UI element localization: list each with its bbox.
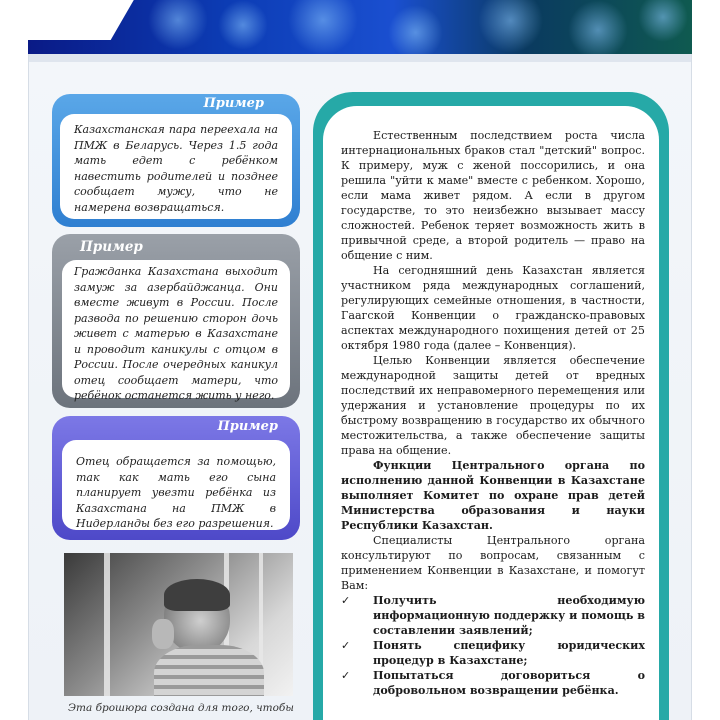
check-icon: ✓ bbox=[341, 669, 351, 682]
bokeh-light bbox=[638, 0, 688, 42]
main-text-panel bbox=[323, 106, 659, 720]
brochure-caption: Эта брошюра создана для того, чтобы bbox=[68, 702, 294, 714]
main-content-box bbox=[313, 92, 669, 720]
checklist-item bbox=[341, 668, 645, 698]
banner-white-corner bbox=[28, 0, 145, 40]
checklist-item bbox=[341, 638, 645, 668]
paragraph-intro: Естественным последствием роста числа интернациональных браков стал "детский" вопрос. К примеру, муж с женой поссорились, и она решила "уйти к маме" вместе с ребенком. Хорошо, если мама живет рядом. А если в другом государстве, то это неизбежно вызывает массу сложностей. Ребенок теряет возможность жить в привычной среде, а второй родитель — право на общение с ним. bbox=[341, 129, 645, 262]
paragraph-convention-goal: Целью Конвенции является обеспечение международной защиты детей от вредных последствий их неправомерного перемещения или удержания и установление процедуры по их быстрому возвращению в государство их обычного местожительства, а также обеспечение защиты права на общение. bbox=[341, 354, 645, 457]
bokeh-light bbox=[148, 0, 208, 50]
bokeh-light bbox=[388, 5, 443, 54]
check-icon: ✓ bbox=[341, 594, 351, 607]
example-box-3 bbox=[52, 416, 300, 540]
example-title: Пример bbox=[80, 239, 143, 255]
example-text: Отец обращается за помощью, так как мать его сына планирует увезти ребёнка из Казахстана на ПМЖ в Нидерланды без его разрешения. bbox=[62, 440, 290, 530]
example-box-2 bbox=[52, 234, 300, 408]
bokeh-light bbox=[218, 0, 268, 50]
example-text: Гражданка Казахстана выходит замуж за азербайджанца. Они вместе живут в России. После развода по решению сторон дочь живет с матерью в Казахстане и проводит каникулы с отцом в России. После очередных каникул отец сообщает матери, что ребёнок останется жить у него. bbox=[62, 260, 290, 398]
bokeh-light bbox=[568, 0, 628, 54]
paragraph-specialists: Специалисты Центрального органа консультируют по вопросам, связанным с применением Конвенции в Казахстане, и помогут Вам: bbox=[341, 534, 645, 592]
example-title: Пример bbox=[217, 419, 278, 434]
paragraph-central-authority: Функции Центрального органа по исполнению данной Конвенции в Казахстане выполняет Комитет по охране прав детей Министерства образования и науки Республики Казахстан. bbox=[341, 459, 645, 532]
example-box-1 bbox=[52, 94, 300, 227]
checklist-text: Получить необходимую информационную поддержку и помощь в составлении заявлений; bbox=[373, 594, 645, 637]
checklist-text: Попытаться договориться о добровольном возвращении ребёнка. bbox=[373, 669, 645, 697]
bokeh-light bbox=[478, 0, 543, 53]
page-top-strip bbox=[29, 54, 691, 62]
example-title: Пример bbox=[203, 96, 264, 111]
header-banner bbox=[28, 0, 692, 54]
child-body bbox=[154, 645, 264, 696]
paragraph-kazakhstan: На сегодняшний день Казахстан является участником ряда международных соглашений, регулирующих семейные отношения, в частности, Гаагской Конвенции о гражданско-правовых аспектах международного похищения детей от 25 октября 1980 года (далее – Конвенция). bbox=[341, 264, 645, 352]
window-bar bbox=[104, 553, 110, 696]
checklist-text: Понять специфику юридических процедур в Казахстане; bbox=[373, 639, 645, 667]
child-hand bbox=[152, 619, 174, 649]
checklist-item bbox=[341, 593, 645, 638]
child-at-window-photo bbox=[64, 553, 293, 696]
child-hair bbox=[164, 579, 230, 611]
bokeh-light bbox=[288, 0, 358, 54]
check-icon: ✓ bbox=[341, 639, 351, 652]
example-text: Казахстанская пара переехала на ПМЖ в Беларусь. Через 1.5 года мать едет с ребёнком навестить родителей и позднее сообщает мужу, что не намерена возвращаться. bbox=[60, 114, 292, 219]
